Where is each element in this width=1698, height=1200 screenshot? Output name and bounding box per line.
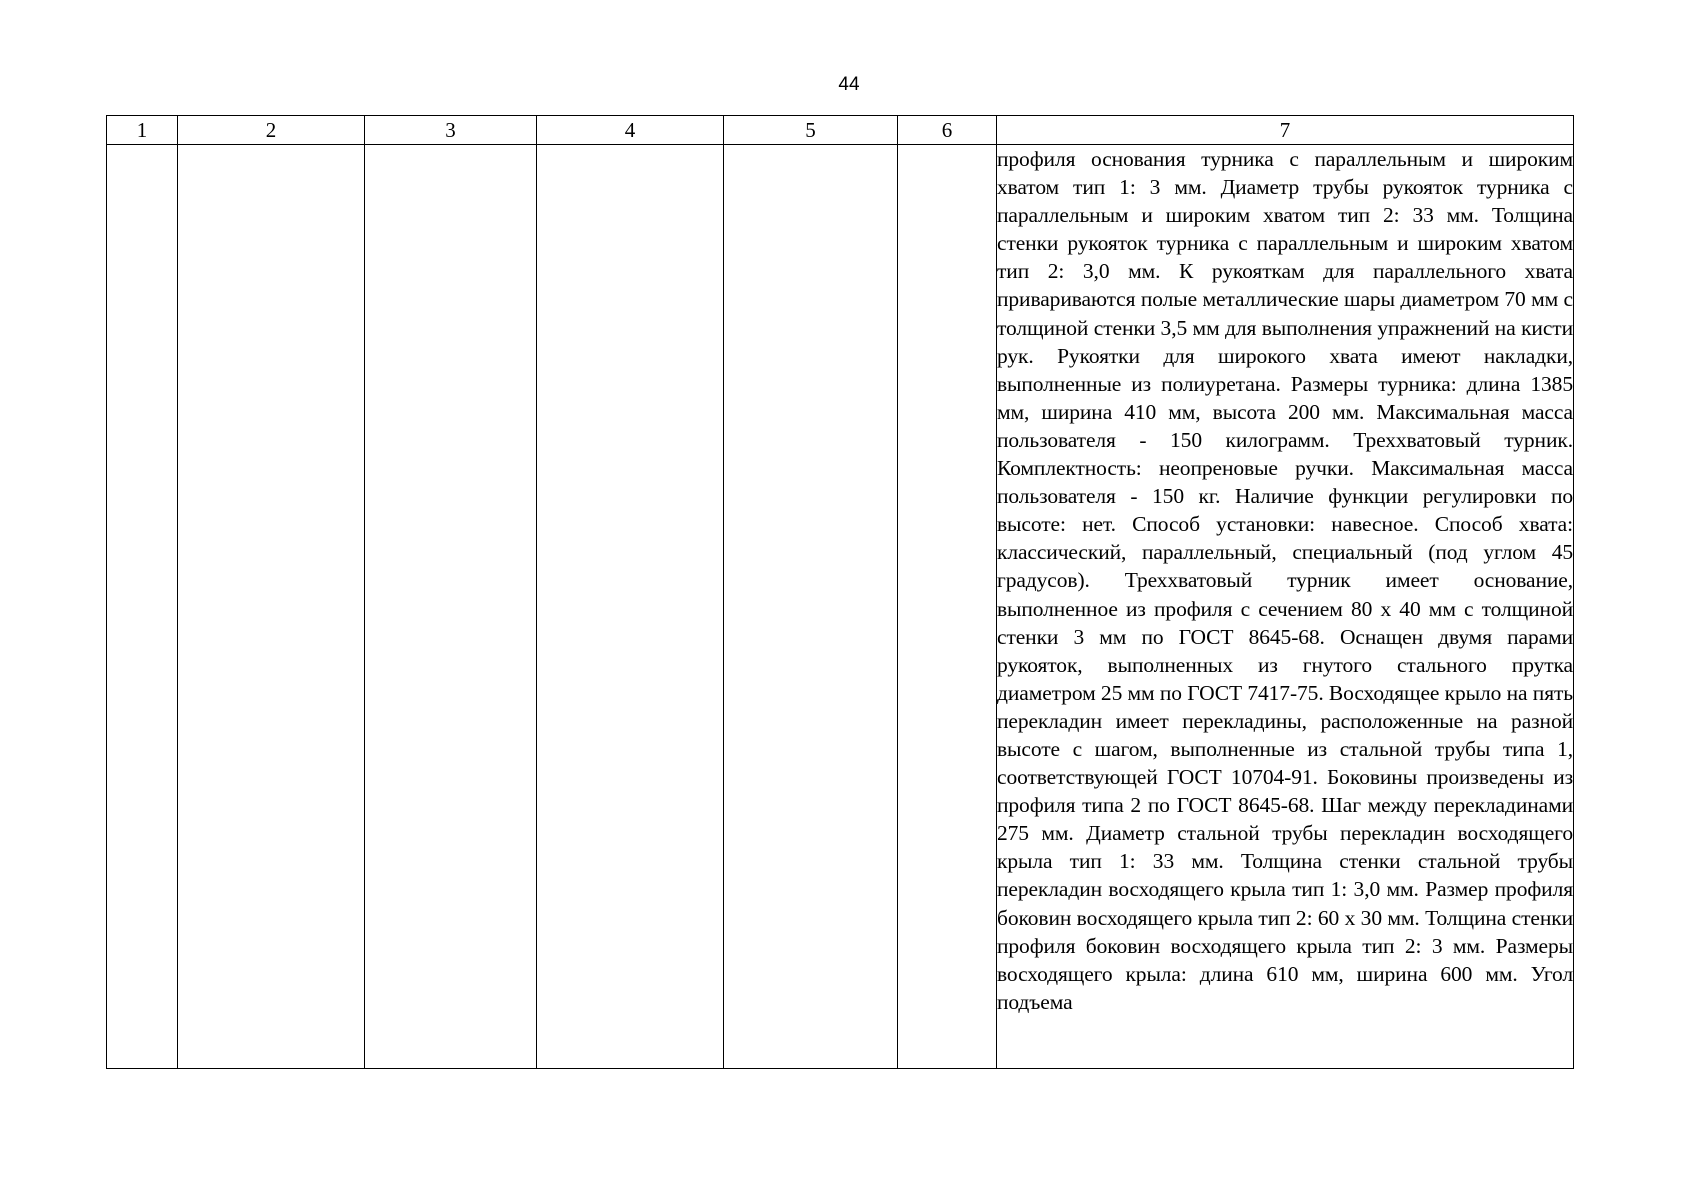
specification-table <box>106 115 1574 1069</box>
column-header-1: 1 <box>107 116 178 145</box>
column-header-7: 7 <box>997 116 1574 145</box>
column-header-5: 5 <box>724 116 898 145</box>
column-header-4: 4 <box>537 116 724 145</box>
page-number: 44 <box>838 74 860 95</box>
cell-col-6 <box>898 145 997 1069</box>
table-header-row <box>107 116 1574 145</box>
cell-col-2 <box>178 145 365 1069</box>
specification-description-text: профиля основания турника с параллельным и широким хватом тип 1: 3 мм. Диаметр трубы рукояток турника с параллельным и широким хватом тип 2: 33 мм. Толщина стенки рукояток турника с параллельным и широким хватом тип 2: 3,0 мм. К рукояткам для параллельного хвата привариваются полые металлические шары диаметром 70 мм с толщиной стенки 3,5 мм для выполнения упражнений на кисти рук. Рукоятки для широкого хвата имеют накладки, выполненные из полиуретана. Размеры турника: длина 1385 мм, ширина 410 мм, высота 200 мм. Максимальная масса пользователя - 150 килограмм. Треххватовый турник. Комплектность: неопреновые ручки. Максимальная масса пользователя - 150 кг. Наличие функции регулировки по высоте: нет. Способ установки: навесное. Способ хвата: классический, параллельный, специальный (под углом 45 градусов). Треххватовый турник имеет основание, выполненное из профиля с сечением 80 х 40 мм с толщиной стенки 3 мм по ГОСТ 8645-68. Оснащен двумя парами рукояток, выполненных из гнутого стального прутка диаметром 25 мм по ГОСТ 7417-75. Восходящее крыло на пять перекладин имеет перекладины, расположенные на разной высоте с шагом, выполненные из стальной трубы типа 1, соответствующей ГОСТ 10704-91. Боковины произведены из профиля типа 2 по ГОСТ 8645-68. Шаг между перекладинами 275 мм. Диаметр стальной трубы перекладин восходящего крыла тип 1: 33 мм. Толщина стенки стальной трубы перекладин восходящего крыла тип 1: 3,0 мм. Размер профиля боковин восходящего крыла тип 2: 60 х 30 мм. Толщина стенки профиля боковин восходящего крыла тип 2: 3 мм. Размеры восходящего крыла: длина 610 мм, ширина 600 мм. Угол подъема <box>997 147 1573 1014</box>
column-header-3: 3 <box>365 116 537 145</box>
cell-col-7 <box>997 145 1574 1069</box>
cell-col-5 <box>724 145 898 1069</box>
cell-col-4 <box>537 145 724 1069</box>
cell-col-1 <box>107 145 178 1069</box>
cell-col-3 <box>365 145 537 1069</box>
column-header-2: 2 <box>178 116 365 145</box>
table-row <box>107 145 1574 1069</box>
column-header-6: 6 <box>898 116 997 145</box>
